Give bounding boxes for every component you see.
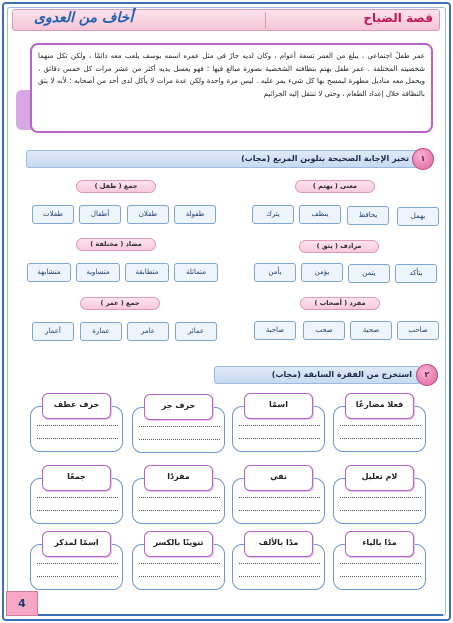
- extract-card[interactable]: [232, 465, 325, 525]
- story-label: قصة الضباح: [363, 11, 433, 25]
- card-label: حرف عطف: [42, 393, 111, 419]
- page-title: أخاف من العدوى: [34, 10, 134, 26]
- group-label-synonym: مرادف ( يثق ): [299, 240, 379, 253]
- section2-banner: [214, 366, 421, 384]
- extract-card[interactable]: [132, 531, 225, 591]
- footer-line: [38, 614, 443, 616]
- header-separator: [265, 12, 266, 28]
- option-box[interactable]: أطفال: [79, 205, 121, 224]
- option-box[interactable]: عامر: [127, 322, 169, 341]
- option-box[interactable]: صاحبة: [254, 321, 296, 340]
- option-box[interactable]: ينظف: [299, 205, 341, 224]
- extract-card[interactable]: [30, 393, 123, 453]
- option-box[interactable]: يهمل: [397, 207, 439, 226]
- option-box[interactable]: يأمن: [254, 263, 296, 282]
- option-box[interactable]: صحب: [303, 321, 345, 340]
- group-label-plural-child: جمع ( طفل ): [76, 180, 156, 193]
- card-label: اسمًا: [244, 393, 313, 419]
- option-box[interactable]: أعمار: [32, 322, 74, 341]
- page-number: 4: [6, 591, 38, 616]
- option-box[interactable]: صاحب: [397, 321, 439, 340]
- section1-banner: [26, 150, 418, 168]
- card-label: اسمًا لمذكر: [42, 531, 111, 557]
- option-box[interactable]: يترك: [252, 205, 294, 224]
- card-label: مدًا بالألف: [244, 531, 313, 557]
- card-label: لام تعليل: [345, 465, 414, 491]
- option-box[interactable]: يحافظ: [347, 206, 389, 225]
- group-label-antonym: مضاد ( مختلفة ): [76, 238, 156, 251]
- option-box[interactable]: صحبة: [350, 321, 392, 340]
- option-box[interactable]: متطابقة: [125, 263, 169, 282]
- card-label: حرف جر: [144, 394, 213, 420]
- option-box[interactable]: طفولة: [174, 205, 216, 224]
- section1-number: ١: [412, 148, 434, 170]
- extract-card[interactable]: [232, 531, 325, 591]
- card-label: جمعًا: [42, 465, 111, 491]
- extract-card[interactable]: [232, 393, 325, 453]
- option-box[interactable]: يؤمن: [301, 263, 343, 282]
- card-label: مفردًا: [144, 465, 213, 491]
- group-label-singular: مفرد ( أصحاب ): [300, 297, 380, 310]
- group-label-meaning: معنى ( يهتم ): [295, 180, 375, 193]
- option-box[interactable]: عمارة: [80, 322, 122, 341]
- story-passage: عمر طفلٌ اجتماعي ، يبلغ من العمر تسعة أعوام ، وكان لديه جارٌ في مثل عمره اسمه يوسف يلعب معه دائمًا ، ولكن تكل منهما شخصيته المختلفة . عمر طفل يهتم بنظافته الشخصية بصورة مبالغ فيها ؛ فهو يغسل يديه أكثر من عشر مرات كل خمس دقائق ، ويحمل معه مناديل مطهرة ليمسح بها كل شيء يمر عليه . ليس مرة واحدة ولكن عدة مرات لا يأكل لدى أحد من أصحابه ؛ لأنه لا يثق بالنظافة خلال إعداد الطعام ، وحتى لا تنتقل إليه الجراثيم: [30, 43, 433, 133]
- option-box[interactable]: طفلان: [127, 205, 169, 224]
- option-box[interactable]: متشابهة: [27, 263, 71, 282]
- section1-title: تخير الإجابة الصحيحة بتلوين المربع (مجاب): [241, 154, 409, 163]
- card-label: نفي: [244, 465, 313, 491]
- card-label: فعلا مضارعًا: [345, 393, 414, 419]
- option-box[interactable]: متماثلة: [174, 263, 218, 282]
- section2-number: ٢: [416, 364, 438, 386]
- extract-card[interactable]: [333, 465, 426, 525]
- extract-card[interactable]: [30, 465, 123, 525]
- card-label: تنوينًا بالكسر: [144, 531, 213, 557]
- extract-card[interactable]: [132, 465, 225, 525]
- extract-card[interactable]: [333, 393, 426, 453]
- option-box[interactable]: عمائر: [175, 322, 217, 341]
- option-box[interactable]: متساوية: [76, 263, 120, 282]
- option-box[interactable]: يتمن: [348, 264, 390, 283]
- section2-title: استخرج من الفقرة السابقة (مجاب): [271, 370, 412, 379]
- option-box[interactable]: طفلات: [32, 205, 74, 224]
- group-label-plural-age: جمع ( عمر ): [80, 297, 160, 310]
- option-box[interactable]: يتأكد: [395, 264, 437, 283]
- extract-card[interactable]: [333, 531, 426, 591]
- extract-card[interactable]: [30, 531, 123, 591]
- extract-card[interactable]: [132, 394, 225, 454]
- card-label: مدًا بالياء: [345, 531, 414, 557]
